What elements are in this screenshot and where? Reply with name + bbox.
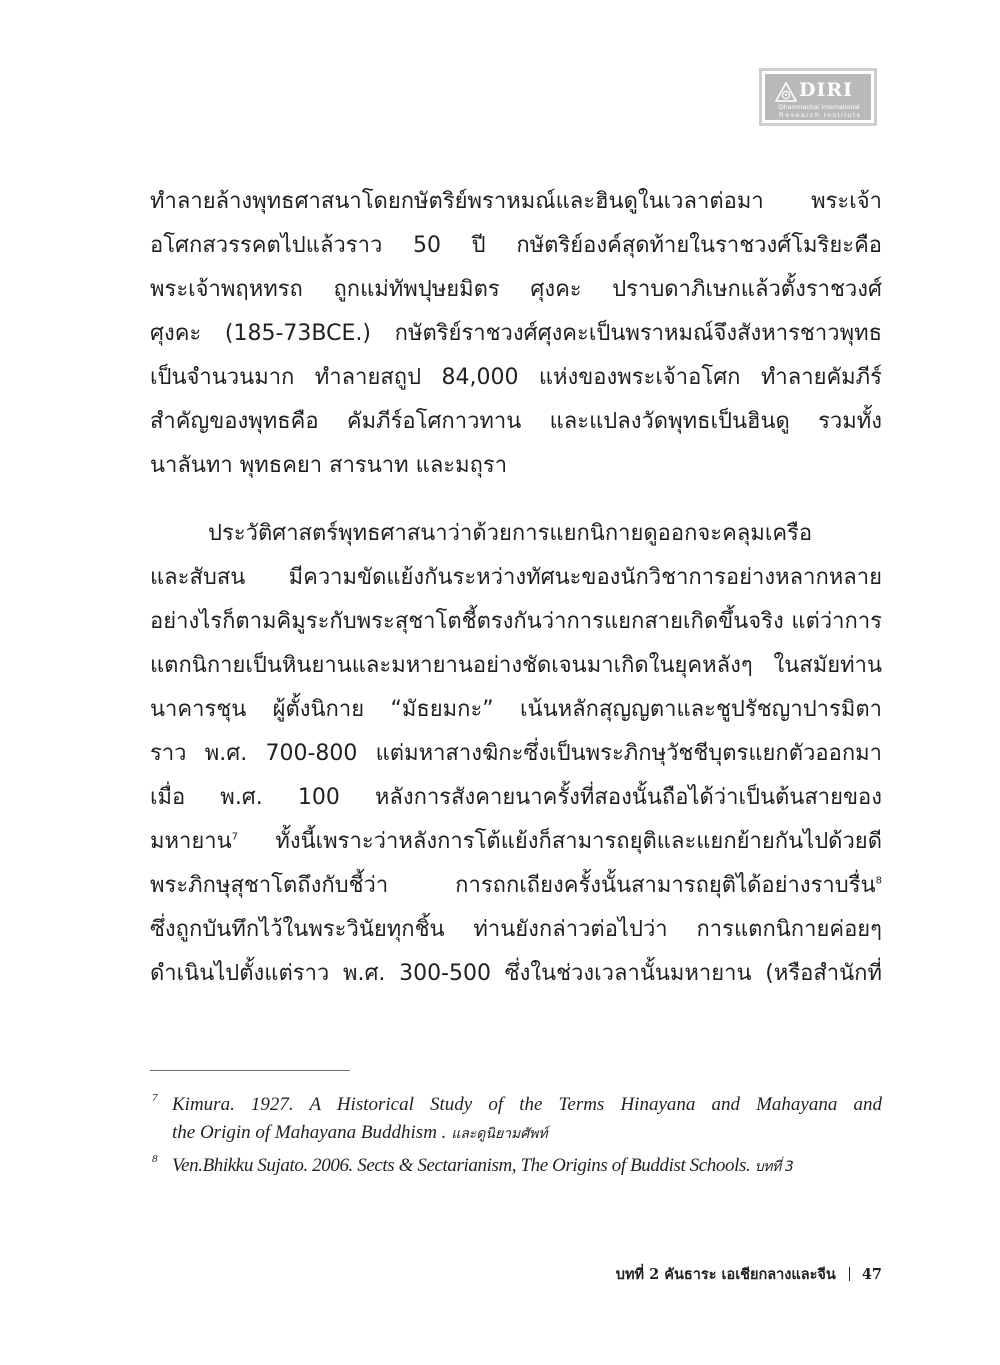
paragraph-1 xyxy=(150,180,882,488)
text-line: นาคารชุน ผู้ตั้งนิกาย “มัธยมกะ” เน้นหลักสุญญตาและชูปรัชญาปารมิตา xyxy=(150,697,882,722)
text-line xyxy=(150,864,882,908)
running-footer xyxy=(616,1263,882,1287)
text-fragment: มหายาน xyxy=(150,829,232,854)
footnote-text: the Origin of Mahayana Buddhism . xyxy=(172,1122,447,1143)
footnote-number: 8 xyxy=(152,1153,158,1165)
footnote-line xyxy=(172,1119,882,1147)
footnote-line xyxy=(172,1152,882,1180)
text-line: อโศกสวรรคตไปแล้วราว 50 ปี กษัตริย์องค์สุดท้ายในราชวงศ์โมริยะคือ xyxy=(150,233,882,258)
logo-subtitle-line2: Research Institute xyxy=(779,111,862,119)
footnote-thai-text: บทที่ 3 xyxy=(754,1159,794,1175)
text-line: ซึ่งถูกบันทึกไว้ในพระวินัยทุกชิ้น ท่านยังกล่าวต่อไปว่า การแตกนิกายค่อยๆ xyxy=(150,917,882,942)
text-line xyxy=(150,820,882,864)
text-fragment: พระภิกษุสุชาโตถึงกับชี้ว่า การถกเถียงครั้งนั้นสามารถยุติได้อย่างราบรื่น xyxy=(150,873,876,898)
text-line: ทำลายล้างพุทธศาสนาโดยกษัตริย์พราหมณ์และฮินดูในเวลาต่อมา พระเจ้า xyxy=(150,189,882,214)
text-line: และสับสน มีความขัดแย้งกันระหว่างทัศนะของนักวิชาการอย่างหลากหลาย xyxy=(150,565,882,590)
footnote-ref-8[interactable]: 8 xyxy=(875,875,882,887)
text-line: พระเจ้าพฤหทรถ ถูกแม่ทัพปุษยมิตร ศุงคะ ปราบดาภิเษกแล้วตั้งราชวงศ์ xyxy=(150,277,882,302)
text-line: ราว พ.ศ. 700-800 แต่มหาสางฆิกะซึ่งเป็นพระภิกษุวัชชีบุตรแยกตัวออกมา xyxy=(150,741,882,766)
paragraph-2 xyxy=(150,512,882,996)
footnote-divider xyxy=(150,1070,350,1071)
text-line: อย่างไรก็ตามคิมูระกับพระสุชาโตชี้ตรงกันว่าการแยกสายเกิดขึ้นจริง แต่ว่าการ xyxy=(150,609,882,634)
diri-logo xyxy=(759,68,877,126)
footnote-text: Ven.Bhikku Sujato. 2006. Sects & Sectarianism, The Origins of Buddist Schools. xyxy=(172,1155,751,1176)
text-line: แตกนิกายเป็นหินยานและมหายานอย่างชัดเจนมาเกิดในยุคหลังๆ ในสมัยท่าน xyxy=(150,653,882,678)
footnote-8 xyxy=(152,1152,882,1180)
footnote-thai-text: และดูนิยามศัพท์ xyxy=(451,1126,548,1142)
logo-subtitle xyxy=(779,104,862,119)
text-line: นาลันทา พุทธคยา สารนาท และมถุรา xyxy=(150,453,508,478)
chapter-title: บทที่ 2 คันธาระ เอเชียกลางและจีน xyxy=(615,1266,836,1283)
logo-subtitle-line1: Dhammachai International xyxy=(779,104,860,111)
page-number: 47 xyxy=(861,1266,882,1283)
footnote-ref-7[interactable]: 7 xyxy=(231,831,239,843)
footnote-number: 7 xyxy=(152,1092,158,1104)
text-line: เมื่อ พ.ศ. 100 หลังการสังคายนาครั้งที่สองนั้นถือได้ว่าเป็นต้นสายของ xyxy=(150,785,882,810)
footer-separator xyxy=(849,1267,850,1281)
body-text xyxy=(150,180,882,996)
text-line: ศุงคะ (185-73BCE.) กษัตริย์ราชวงศ์ศุงคะเป็นพราหมณ์จึงสังหารชาวพุทธ xyxy=(150,321,882,346)
text-line: ประวัติศาสตร์พุทธศาสนาว่าด้วยการแยกนิกายดูออกจะคลุมเครือ xyxy=(208,521,813,546)
logo-wordmark: DIRI xyxy=(799,79,854,101)
footnote-7 xyxy=(152,1091,882,1147)
text-line: ดำเนินไปตั้งแต่ราว พ.ศ. 300-500 ซึ่งในช่วงเวลานั้นมหายาน (หรือสำนักที่ xyxy=(150,961,882,986)
text-fragment: ทั้งนี้เพราะว่าหลังการโต้แย้งก็สามารถยุติและแยกย้ายกันไปด้วยดี xyxy=(275,829,882,854)
text-line: สำคัญของพุทธคือ คัมภีร์อโศกาวทาน และแปลงวัดพุทธเป็นฮินดู รวมทั้ง xyxy=(150,409,882,434)
text-line: เป็นจำนวนมาก ทำลายสถูป 84,000 แห่งของพระเจ้าอโศก ทำลายคัมภีร์ xyxy=(150,365,882,390)
triangle-emblem-icon xyxy=(775,82,797,102)
footnote-line: Kimura. 1927. A Historical Study of the Terms Hinayana and Mahayana and xyxy=(172,1094,882,1115)
